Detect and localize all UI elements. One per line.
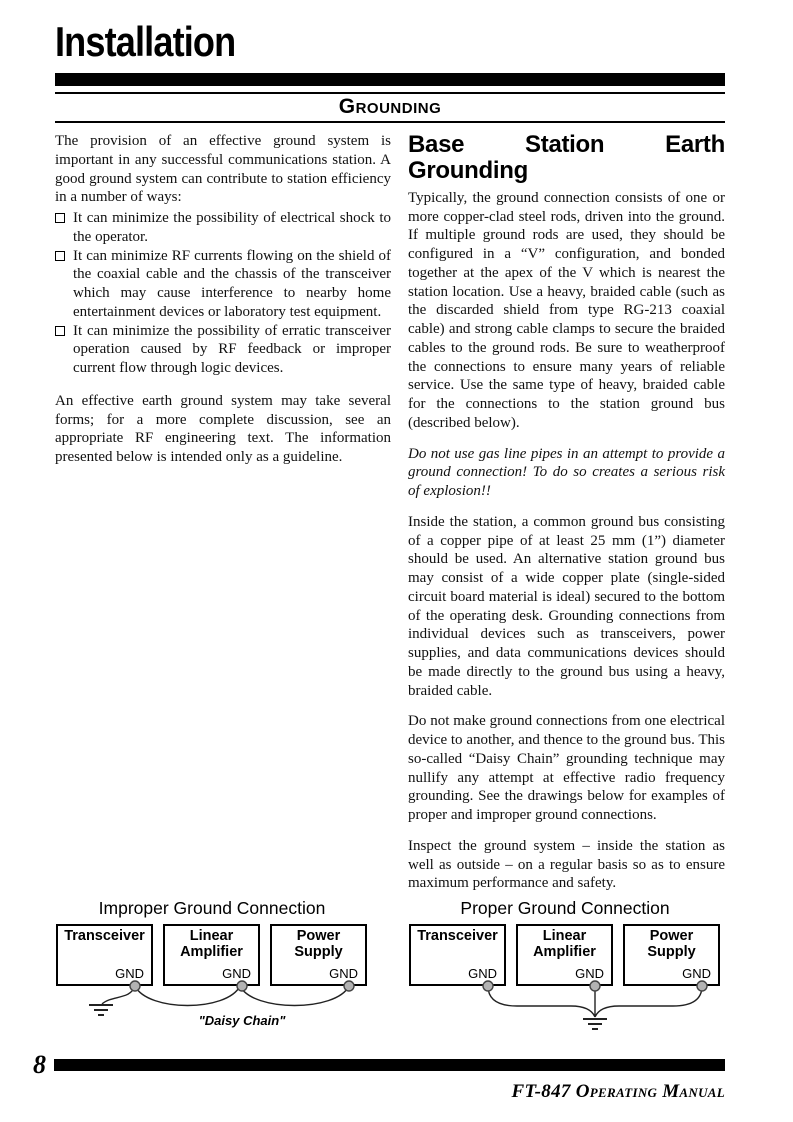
device-label: Linear Amplifier — [533, 928, 596, 960]
device-label: Transceiver — [64, 928, 145, 944]
device-label: Power Supply — [294, 928, 343, 960]
gnd-label: GND — [575, 966, 604, 981]
right-column — [408, 132, 725, 905]
diagram-title: Proper Ground Connection — [460, 898, 670, 918]
gnd-label: GND — [682, 966, 711, 981]
checkbox-icon — [55, 213, 65, 223]
section-heading: Base Station Earth Grounding — [408, 131, 725, 184]
bullet-item — [55, 322, 391, 378]
closing-paragraph: An effective earth ground system may take several forms; for a more complete discussion, see an appropriate RF engineering text. The information presented below is intended only as a guideline. — [55, 392, 391, 466]
page-number: 8 — [33, 1050, 46, 1079]
checkbox-icon — [55, 326, 65, 336]
bullet-text: It can minimize the possibility of electrical shock to the operator. — [73, 210, 391, 245]
device-label: Linear Amplifier — [180, 928, 243, 960]
footer-brand: FT-847 Operating Manual — [511, 1081, 725, 1102]
gnd-label: GND — [115, 966, 144, 981]
section-header — [55, 92, 725, 123]
device-label: Transceiver — [417, 928, 498, 944]
earth-ground-icon — [583, 1019, 607, 1029]
device-label: Power Supply — [647, 928, 696, 960]
footer-rule — [54, 1059, 725, 1071]
checkbox-icon — [55, 251, 65, 261]
transceiver-box — [56, 924, 153, 986]
body-paragraph: Inside the station, a common ground bus consisting of a copper pipe of at least 25 mm (1”) diameter should be used. An alternative station ground bus may consist of a wide copper plate (single-sided circuit board material is ideal) secured to the bottom of the operating desk. Grounding connections from individual devices such as transceivers, power supplies, and data communications devices should be made directly to the ground bus using a heavy, braided cable. — [408, 513, 725, 699]
power-supply-box — [270, 924, 367, 986]
proper-ground-diagram — [405, 898, 745, 1050]
transceiver-box — [409, 924, 506, 986]
ground-connection-diagrams — [52, 898, 745, 1050]
power-supply-box — [623, 924, 720, 986]
page-title: Installation — [55, 18, 236, 65]
intro-paragraph: The provision of an effective ground system is important in any successful communications station. A good ground system can contribute to station efficiency in a number of ways: — [55, 133, 391, 206]
body-paragraph: Typically, the ground connection consists of one or more copper-clad steel rods, driven into the ground. If multiple ground rods are used, they should be configured in a “V” configuration, and bonded together at the apex of the V which is nearest the station location. Use a heavy, braided cable (such as the discarded shield from type RG-213 coaxial cable) and strong cable clamps to secure the braided cables to the ground rods. Be sure to weatherproof the connections to ensure many years of reliable service. Use the same type of heavy, braided cable for the connections to the station ground bus (described below). — [408, 189, 725, 431]
linear-amplifier-box — [516, 924, 613, 986]
bullet-item — [55, 209, 391, 247]
earth-ground-icon — [89, 1005, 113, 1015]
gnd-label: GND — [222, 966, 251, 981]
bullet-text: It can minimize RF currents flowing on the shield of the coaxial cable and the chassis of the transceiver which may cause interference to nearby home entertainment devices or laboratory test equipment. — [73, 247, 391, 320]
gnd-label: GND — [329, 966, 358, 981]
warning-paragraph: Do not use gas line pipes in an attempt to provide a ground connection! To do so creates a serious risk of explosion!! — [408, 445, 725, 500]
bullet-text: It can minimize the possibility of erratic transceiver operation caused by RF feedback or improper current flow through logic devices. — [73, 322, 391, 377]
page-footer — [33, 1050, 725, 1103]
improper-ground-diagram — [52, 898, 392, 1050]
left-column — [55, 132, 391, 905]
footer-bar-row — [33, 1050, 725, 1079]
body-paragraph: Do not make ground connections from one electrical device to another, and thence to the ground bus. This so-called “Daisy Chain” grounding technique may nullify any attempt at effective radio frequency grounding. See the drawings below for examples of proper and improper ground connections. — [408, 713, 725, 824]
title-rule — [55, 73, 725, 86]
gnd-label: GND — [468, 966, 497, 981]
body-paragraph: Inspect the ground system – inside the station as well as outside – on a regular basis so as to ensure maximum performance and safety. — [408, 837, 725, 892]
linear-amplifier-box — [163, 924, 260, 986]
bullet-item — [55, 247, 391, 322]
section-header-label: Grounding — [338, 95, 442, 119]
two-column-body — [55, 132, 725, 905]
daisy-chain-label: "Daisy Chain" — [198, 1013, 286, 1028]
diagram-title: Improper Ground Connection — [98, 898, 326, 918]
